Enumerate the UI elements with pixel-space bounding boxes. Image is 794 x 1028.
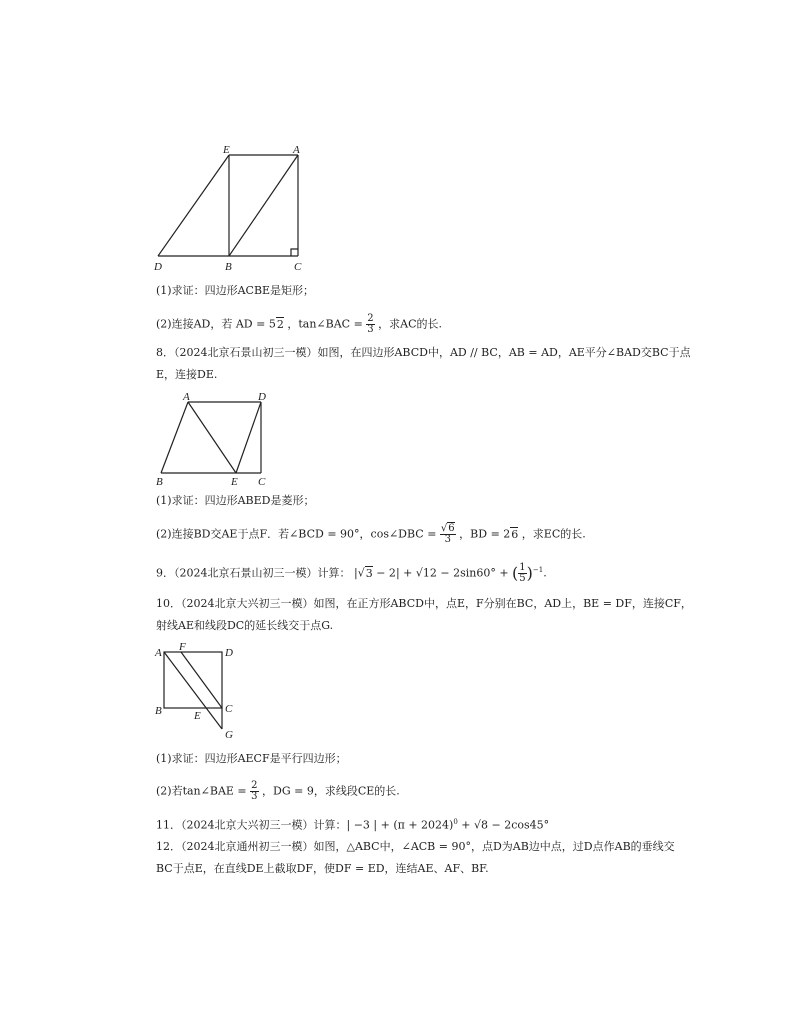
q7-part2: (2)连接AD，若 AD = 52 ，tan∠BAC = $\frac{2}{3}$ ，求AC的长. — [156, 313, 443, 335]
q12-line2: BC于点E，在直线DE上截取DF，使DF = ED，连结AE、AF、BF. — [156, 862, 489, 875]
fig2-line-ab — [161, 402, 188, 473]
fig2-line-de — [236, 402, 261, 473]
figure-acbe — [150, 140, 310, 275]
fig1-label-d: D — [154, 261, 162, 273]
q8-part2: (2)连接BD交AE于点F．若∠BCD = 90°，cos∠DBC = $\frac{√6}{3}$ ，BD = 26 ，求EC的长. — [156, 523, 586, 545]
q8-line2: E，连接DE. — [156, 368, 218, 381]
fig3-label-g: G — [225, 729, 233, 741]
fig2-label-d: D — [258, 391, 266, 403]
fig3-label-f: F — [179, 641, 186, 653]
q9-line: 9．（2024北京石景山初三一模）计算： |√3 − 2| + √12 − 2sin60° + ( $\frac{1}{5}$ )$^{-1}$. — [156, 562, 547, 585]
fig1-line-ba — [229, 155, 298, 256]
q10-line2: 射线AE和线段DC的延长线交于点G. — [156, 619, 334, 632]
q12-line1: 12．（2024北京通州初三一模）如图，△ABC中，∠ACB = 90°，点D为AB边中点，过D点作AB的垂线交 — [156, 840, 675, 853]
fig2-label-c: C — [258, 476, 266, 488]
fig1-label-e: E — [223, 144, 230, 156]
q11-line: 11．（2024北京大兴初三一模）计算：| −3 | + $(\pi + 2024)^0 + √8 - 2\cos 45^\circ$ — [156, 818, 550, 832]
q10-part1: (1)求证：四边形AECF是平行四边形； — [156, 752, 347, 765]
q8-line1: 8．（2024北京石景山初三一模）如图，在四边形ABCD中，AD // BC，AB = AD，AE平分∠BAD交BC于点 — [156, 346, 691, 359]
fig2-label-b: B — [156, 476, 163, 488]
fig3-label-b: B — [155, 705, 162, 717]
fig3-label-d: D — [225, 647, 233, 659]
figure-abed — [150, 388, 280, 488]
fig3-label-e: E — [194, 710, 201, 722]
fig3-line-ag — [164, 652, 222, 729]
fig1-label-c: C — [294, 261, 302, 273]
fig1-label-b: B — [225, 261, 232, 273]
fig1-right-angle — [291, 249, 298, 256]
q10-part2: (2)若tan∠BAE = $\frac{2}{3}$ ，DG = 9，求线段CE的长. — [156, 780, 400, 802]
q7-part1: (1)求证：四边形ACBE是矩形； — [156, 284, 315, 297]
fig2-label-a: A — [183, 391, 190, 403]
fig1-label-a: A — [293, 144, 300, 156]
fig2-line-ae — [188, 402, 236, 473]
fig3-line-fc — [181, 652, 222, 708]
fig3-square-abcd — [164, 652, 222, 708]
q10-line1: 10．（2024北京大兴初三一模）如图，在正方形ABCD中，点E，F分别在BC，AD上，BE = DF，连接CF， — [156, 597, 692, 610]
fig2-label-e: E — [231, 476, 238, 488]
fig3-label-c: C — [225, 703, 233, 715]
figure-aecf — [150, 640, 250, 745]
q8-part1: (1)求证：四边形ABED是菱形； — [156, 494, 315, 507]
fig1-line-de — [158, 155, 229, 256]
fig3-label-a: A — [155, 647, 162, 659]
